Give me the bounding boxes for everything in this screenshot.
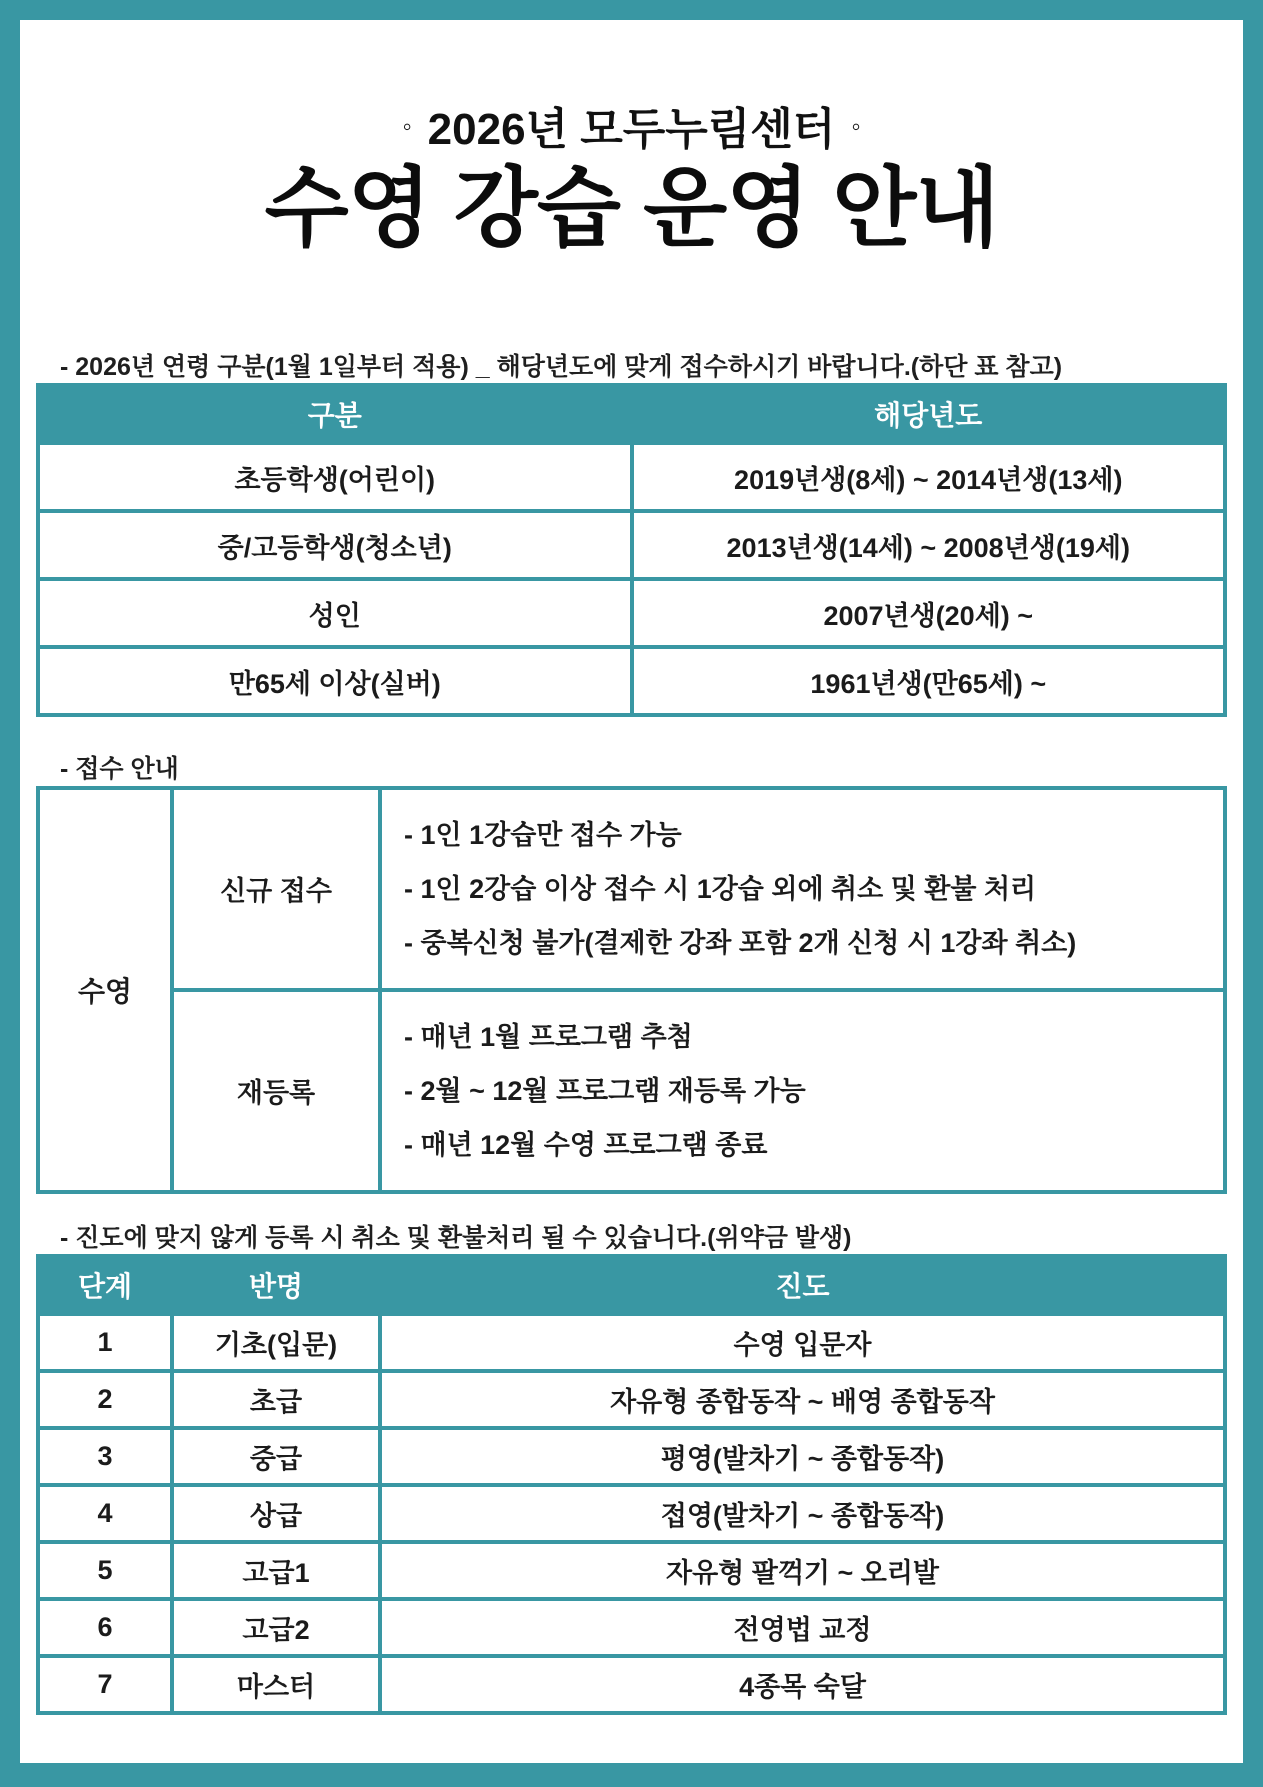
subtitle-text: 2026년 모두누림센터 bbox=[427, 105, 836, 154]
class-cell: 상급 bbox=[172, 1485, 380, 1542]
stage-cell: 1 bbox=[38, 1314, 172, 1371]
class-cell: 중급 bbox=[172, 1428, 380, 1485]
registration-table bbox=[36, 786, 1227, 1194]
table-row bbox=[38, 1542, 1225, 1599]
registration-type-cell: 재등록 bbox=[172, 990, 380, 1192]
table-row bbox=[38, 1428, 1225, 1485]
stage-cell: 6 bbox=[38, 1599, 172, 1656]
table-row bbox=[38, 1314, 1225, 1371]
level-table-header-row bbox=[38, 1256, 1225, 1314]
age-year-cell: 2013년생(14세) ~ 2008년생(19세) bbox=[632, 511, 1226, 579]
age-group-cell: 초등학생(어린이) bbox=[38, 443, 632, 511]
age-year-cell: 2019년생(8세) ~ 2014년생(13세) bbox=[632, 443, 1226, 511]
registration-details-cell bbox=[380, 990, 1225, 1192]
level-col-header-stage: 단계 bbox=[38, 1256, 172, 1314]
left-circle-decoration: ◦ bbox=[402, 111, 412, 141]
table-row bbox=[38, 511, 1225, 579]
table-row bbox=[38, 1485, 1225, 1542]
age-classification-note: - 2026년 연령 구분(1월 1일부터 적용) _ 해당년도에 맞게 접수하시기 바랍니다.(하단 표 참고) bbox=[60, 352, 1063, 381]
subtitle bbox=[20, 104, 1243, 157]
page-title: 수영 강습 운영 안내 bbox=[264, 159, 999, 257]
stage-cell: 2 bbox=[38, 1371, 172, 1428]
right-circle-decoration: ◦ bbox=[851, 111, 861, 141]
class-cell: 초급 bbox=[172, 1371, 380, 1428]
bullet-item: - 중복신청 불가(결제한 강좌 포함 2개 신청 시 1강좌 취소) bbox=[404, 927, 1077, 958]
age-group-cell: 만65세 이상(실버) bbox=[38, 647, 632, 715]
category-cell: 수영 bbox=[38, 788, 172, 1192]
table-row bbox=[38, 990, 1225, 1192]
bullet-item: - 1인 1강습만 접수 가능 bbox=[404, 819, 682, 850]
age-table bbox=[36, 383, 1227, 717]
age-group-cell: 중/고등학생(청소년) bbox=[38, 511, 632, 579]
age-year-cell: 2007년생(20세) ~ bbox=[632, 579, 1226, 647]
age-group-cell: 성인 bbox=[38, 579, 632, 647]
bullet-item: - 2월 ~ 12월 프로그램 재등록 가능 bbox=[404, 1075, 806, 1106]
progress-cell: 수영 입문자 bbox=[380, 1314, 1225, 1371]
level-col-header-progress: 진도 bbox=[380, 1256, 1225, 1314]
registration-note: - 접수 안내 bbox=[60, 755, 179, 784]
progress-cell: 전영법 교정 bbox=[380, 1599, 1225, 1656]
stage-cell: 4 bbox=[38, 1485, 172, 1542]
bullet-item: - 매년 1월 프로그램 추첨 bbox=[404, 1021, 693, 1052]
registration-type-cell: 신규 접수 bbox=[172, 788, 380, 990]
bullet-item: - 매년 12월 수영 프로그램 종료 bbox=[404, 1129, 768, 1160]
progress-cell: 자유형 팔꺽기 ~ 오리발 bbox=[380, 1542, 1225, 1599]
progress-cell: 평영(발차기 ~ 종합동작) bbox=[380, 1428, 1225, 1485]
age-year-cell: 1961년생(만65세) ~ bbox=[632, 647, 1226, 715]
age-table-header-row bbox=[38, 385, 1225, 443]
table-row bbox=[38, 1599, 1225, 1656]
table-row bbox=[38, 579, 1225, 647]
class-cell: 기초(입문) bbox=[172, 1314, 380, 1371]
class-cell: 고급2 bbox=[172, 1599, 380, 1656]
age-col-header-year: 해당년도 bbox=[632, 385, 1226, 443]
stage-cell: 5 bbox=[38, 1542, 172, 1599]
level-table bbox=[36, 1254, 1227, 1715]
table-row bbox=[38, 1371, 1225, 1428]
stage-cell: 3 bbox=[38, 1428, 172, 1485]
class-cell: 마스터 bbox=[172, 1656, 380, 1713]
progress-cell: 접영(발차기 ~ 종합동작) bbox=[380, 1485, 1225, 1542]
level-col-header-class: 반명 bbox=[172, 1256, 380, 1314]
table-row bbox=[38, 1656, 1225, 1713]
level-note: - 진도에 맞지 않게 등록 시 취소 및 환불처리 될 수 있습니다.(위약금 발생) bbox=[60, 1223, 852, 1252]
stage-cell: 7 bbox=[38, 1656, 172, 1713]
registration-details-cell bbox=[380, 788, 1225, 990]
progress-cell: 자유형 종합동작 ~ 배영 종합동작 bbox=[380, 1371, 1225, 1428]
class-cell: 고급1 bbox=[172, 1542, 380, 1599]
table-row bbox=[38, 647, 1225, 715]
table-row bbox=[38, 788, 1225, 990]
table-row bbox=[38, 443, 1225, 511]
progress-cell: 4종목 숙달 bbox=[380, 1656, 1225, 1713]
bullet-item: - 1인 2강습 이상 접수 시 1강습 외에 취소 및 환불 처리 bbox=[404, 873, 1037, 904]
age-col-header-category: 구분 bbox=[38, 385, 632, 443]
